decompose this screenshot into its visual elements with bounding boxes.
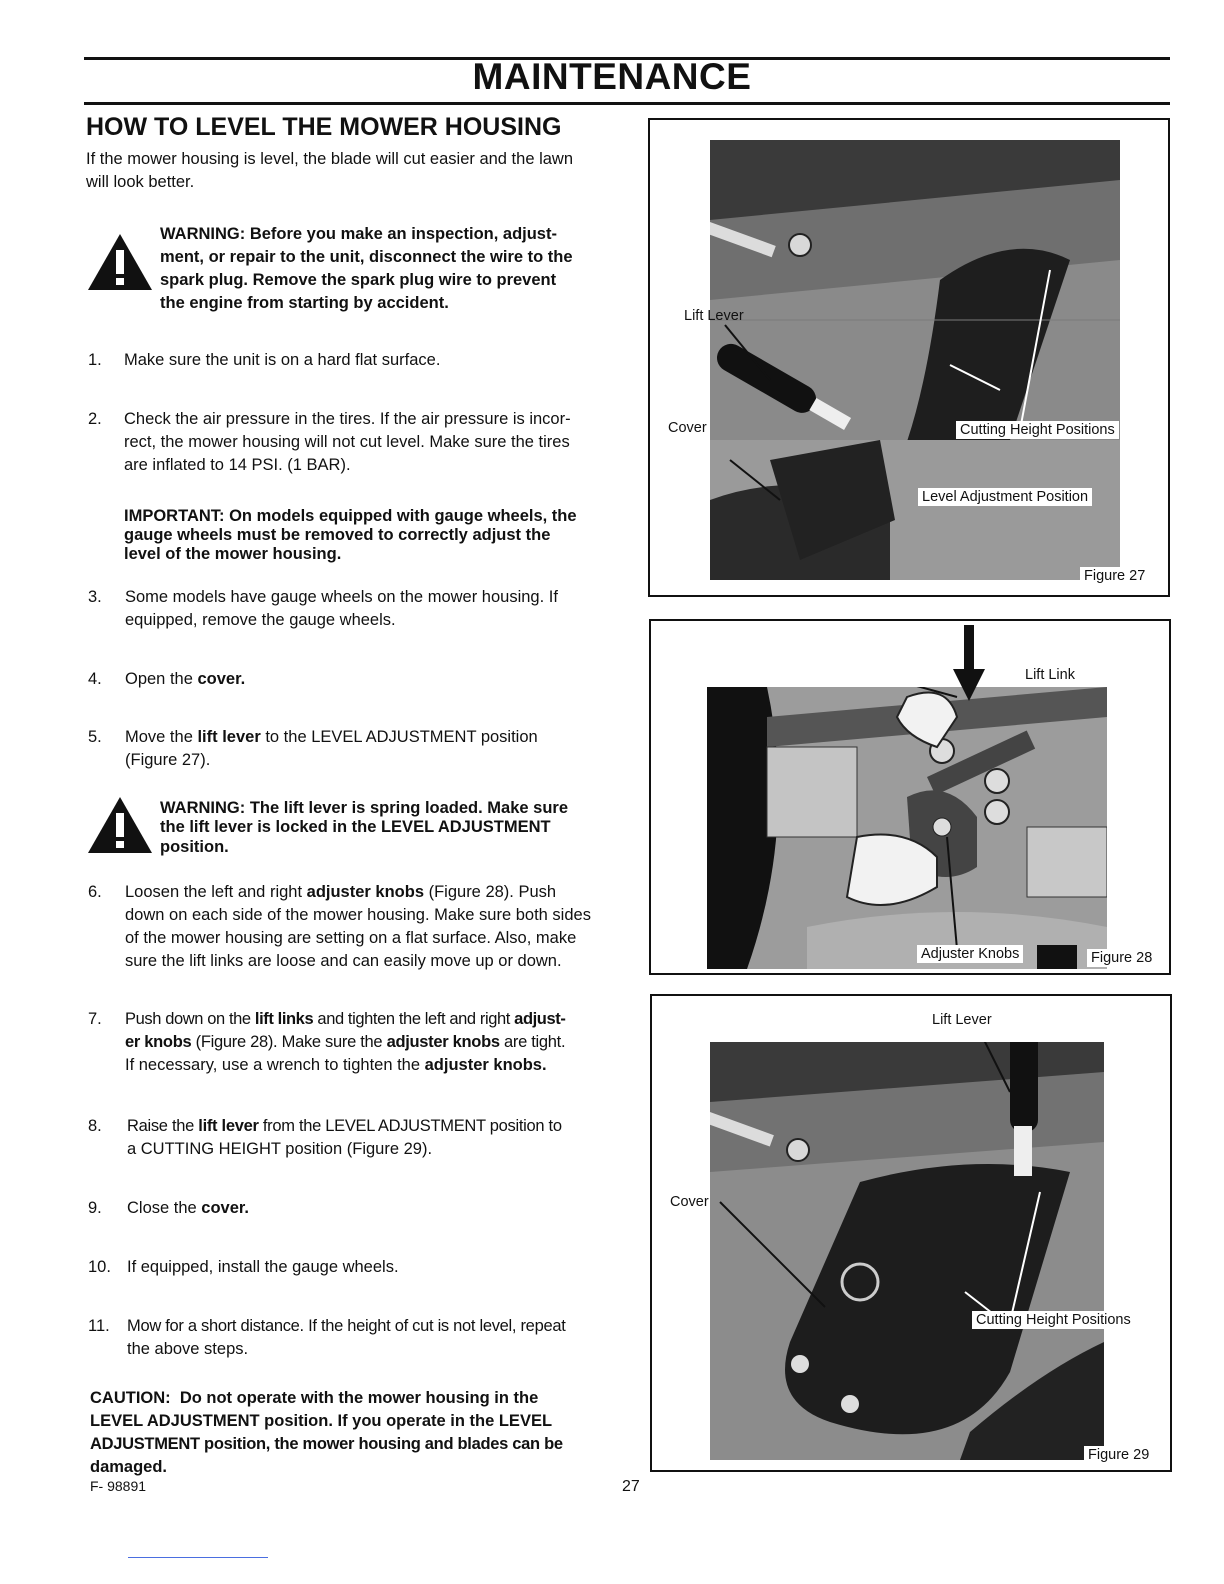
step-7-line-2 bbox=[125, 1031, 565, 1054]
step-7-line2-post: are tight. bbox=[499, 1033, 566, 1051]
step-3-number: 3. bbox=[88, 588, 102, 606]
step-5-bold: lift lever bbox=[197, 728, 261, 746]
caution-line-2: LEVEL ADJUSTMENT position. If you operate in the LEVEL bbox=[90, 1412, 553, 1430]
intro-line-2: will look better. bbox=[86, 173, 195, 191]
page-title: MAINTENANCE bbox=[472, 56, 752, 97]
divider bbox=[128, 1557, 268, 1558]
warning2-line-2: the lift lever is locked in the LEVEL ADJUSTMENT bbox=[160, 818, 551, 836]
step-8-line-2: a CUTTING HEIGHT position (Figure 29). bbox=[127, 1140, 433, 1158]
step-6-number: 6. bbox=[88, 883, 102, 901]
intro-line-1: If the mower housing is level, the blade will cut easier and the lawn bbox=[86, 150, 574, 168]
warning1-line-1: WARNING: Before you make an inspection, adjust- bbox=[160, 225, 557, 243]
step-7-line2-mid: (Figure 28). Make sure the bbox=[191, 1033, 387, 1051]
step-7-bold-1: lift links bbox=[254, 1010, 314, 1028]
figure-28-caption: Figure 28 bbox=[1087, 949, 1156, 967]
step-4-plain: Open the bbox=[125, 670, 198, 688]
figure-28-photo bbox=[707, 687, 1107, 969]
step-2-line-2: rect, the mower housing will not cut level. Make sure the tires bbox=[124, 433, 570, 451]
step-1-number: 1. bbox=[88, 351, 102, 369]
label-lift-link: Lift Link bbox=[1025, 667, 1075, 683]
label-adjuster-knobs: Adjuster Knobs bbox=[917, 945, 1023, 963]
step-11-line-2: the above steps. bbox=[127, 1340, 249, 1358]
figure-28 bbox=[649, 619, 1171, 975]
step-7-bold-2: adjust- bbox=[514, 1010, 566, 1028]
step-6-line-1 bbox=[125, 881, 556, 904]
figure-27 bbox=[648, 118, 1170, 597]
page-number: 27 bbox=[622, 1478, 640, 1495]
step-7-mid: and tighten the left and right bbox=[313, 1010, 515, 1028]
step-5-line-1 bbox=[125, 726, 538, 749]
step-6-post: (Figure 28). Push bbox=[424, 883, 557, 901]
step-7-line2-bold: er knobs bbox=[125, 1033, 192, 1051]
step-8-post: from the LEVEL ADJUSTMENT position to bbox=[258, 1117, 562, 1135]
step-5-number: 5. bbox=[88, 728, 102, 746]
step-9-plain: Close the bbox=[127, 1199, 202, 1217]
header-bottom-rule bbox=[84, 102, 1170, 105]
caution-line-3: ADJUSTMENT position, the mower housing and blades can be bbox=[90, 1435, 563, 1453]
step-4-number: 4. bbox=[88, 670, 102, 688]
label-lift-lever: Lift Lever bbox=[684, 308, 744, 324]
step-8-pre: Raise the bbox=[127, 1117, 199, 1135]
step-7-line2-bold-2: adjuster knobs bbox=[386, 1033, 500, 1051]
step-8-line-1 bbox=[127, 1115, 562, 1138]
caution-line-1: CAUTION: Do not operate with the mower housing in the bbox=[90, 1389, 539, 1407]
step-6-bold: adjuster knobs bbox=[306, 883, 425, 901]
step-7-pre: Push down on the bbox=[125, 1010, 255, 1028]
step-10-number: 10. bbox=[88, 1258, 111, 1276]
label-cover: Cover bbox=[670, 1194, 709, 1210]
step-5-pre: Move the bbox=[125, 728, 198, 746]
section-title: HOW TO LEVEL THE MOWER HOUSING bbox=[86, 113, 562, 141]
label-cutting-height-positions: Cutting Height Positions bbox=[972, 1311, 1135, 1329]
step-11-line-1: Mow for a short distance. If the height of cut is not level, repeat bbox=[127, 1317, 566, 1335]
step-9-text bbox=[127, 1197, 249, 1220]
step-8-number: 8. bbox=[88, 1117, 102, 1135]
step-9-number: 9. bbox=[88, 1199, 102, 1217]
figure-27-photo bbox=[710, 140, 1120, 580]
step-4-text bbox=[125, 668, 245, 691]
step-6-pre: Loosen the left and right bbox=[125, 883, 307, 901]
figure-29-photo bbox=[710, 1042, 1104, 1460]
step-3-line-2: equipped, remove the gauge wheels. bbox=[125, 611, 396, 629]
label-cutting-height-positions: Cutting Height Positions bbox=[956, 421, 1119, 439]
step-5-line-2: (Figure 27). bbox=[125, 751, 211, 769]
step-3-line-1: Some models have gauge wheels on the mower housing. If bbox=[125, 588, 558, 606]
step-7-number: 7. bbox=[88, 1010, 102, 1028]
step-11-number: 11. bbox=[88, 1317, 110, 1335]
label-cover: Cover bbox=[668, 420, 707, 436]
warning1-line-2: ment, or repair to the unit, disconnect the wire to the bbox=[160, 248, 573, 266]
label-level-adjustment-position: Level Adjustment Position bbox=[918, 488, 1092, 506]
warning2-line-1: WARNING: The lift lever is spring loaded. Make sure bbox=[160, 799, 569, 817]
warning-triangle-icon bbox=[86, 232, 154, 292]
warning1-line-3: spark plug. Remove the spark plug wire to prevent bbox=[160, 271, 557, 289]
step-6-line-3: of the mower housing are setting on a flat surface. Also, make bbox=[125, 929, 577, 947]
figure-29 bbox=[650, 994, 1172, 1472]
important-line-1: IMPORTANT: On models equipped with gauge wheels, the bbox=[124, 507, 577, 525]
step-7-line-1 bbox=[125, 1008, 565, 1031]
figure-27-caption: Figure 27 bbox=[1080, 567, 1149, 585]
step-2-line-3: are inflated to 14 PSI. (1 BAR). bbox=[124, 456, 351, 474]
step-10-text: If equipped, install the gauge wheels. bbox=[127, 1258, 399, 1276]
down-arrow-icon bbox=[951, 625, 987, 701]
label-lift-lever: Lift Lever bbox=[932, 1012, 992, 1028]
step-6-line-2: down on each side of the mower housing. Make sure both sides bbox=[125, 906, 591, 924]
step-4-bold: cover. bbox=[197, 670, 246, 688]
step-8-bold: lift lever bbox=[198, 1117, 259, 1135]
step-6-line-4: sure the lift links are loose and can easily move up or down. bbox=[125, 952, 562, 970]
warning-triangle-icon bbox=[86, 795, 154, 855]
important-line-2: gauge wheels must be removed to correctly adjust the bbox=[124, 526, 551, 544]
step-5-post: to the LEVEL ADJUSTMENT position bbox=[260, 728, 538, 746]
step-7-line-3 bbox=[125, 1054, 547, 1077]
step-7-line3-bold: adjuster knobs. bbox=[424, 1056, 547, 1074]
step-7-line3-pre: If necessary, use a wrench to tighten the bbox=[125, 1056, 425, 1074]
caution-line-4: damaged. bbox=[90, 1458, 168, 1476]
step-9-bold: cover. bbox=[201, 1199, 250, 1217]
step-2-line-1: Check the air pressure in the tires. If the air pressure is incor- bbox=[124, 410, 571, 428]
warning2-line-3: position. bbox=[160, 838, 229, 856]
figure-29-caption: Figure 29 bbox=[1084, 1446, 1153, 1464]
step-1-text: Make sure the unit is on a hard flat surface. bbox=[124, 351, 441, 369]
warning1-line-4: the engine from starting by accident. bbox=[160, 294, 449, 312]
document-number: F- 98891 bbox=[90, 1478, 147, 1494]
step-2-number: 2. bbox=[88, 410, 102, 428]
important-line-3: level of the mower housing. bbox=[124, 545, 342, 563]
